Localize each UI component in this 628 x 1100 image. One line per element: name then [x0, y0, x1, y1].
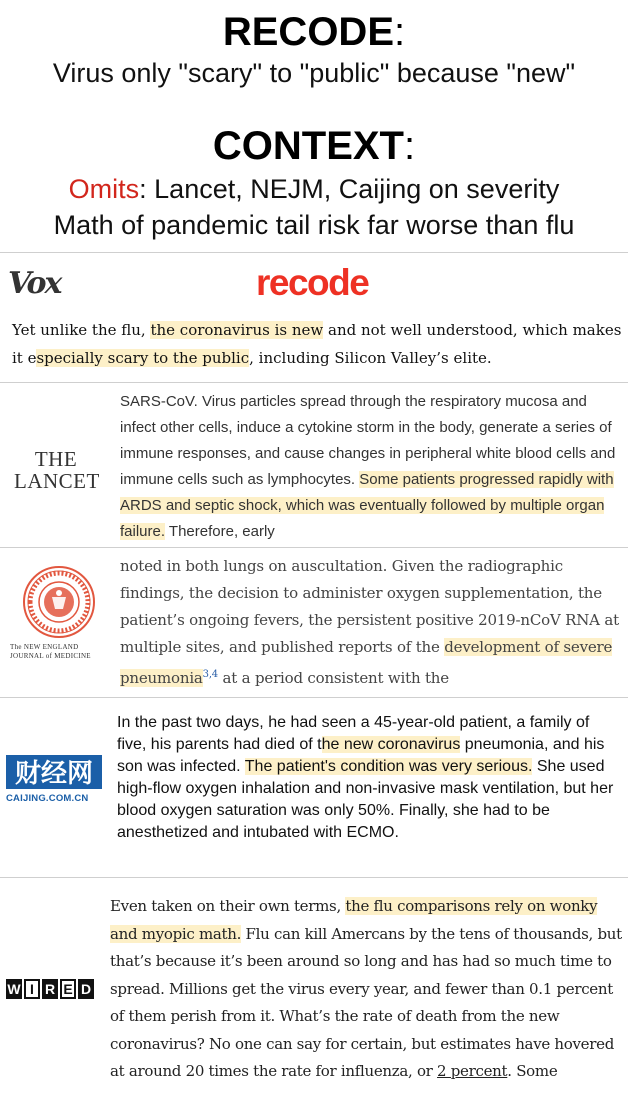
- vox-excerpt: [12, 316, 622, 372]
- wired-logo-letter: R: [42, 979, 58, 999]
- highlight-text: Some patients progressed rapidly with ARDS and septic shock, which was eventually followed by multiple organ failure.: [120, 471, 614, 540]
- context-colon: :: [404, 124, 416, 168]
- excerpt-text: noted in both lungs on auscultation. Given the radiographic findings, the decision to administer oxygen supplementation, the patient’s ongoing fevers, the persistent positive 2019-nCoV RNA at multiple sites, and published reports of the: [120, 557, 619, 656]
- lancet-logo-line: LANCET: [14, 469, 100, 493]
- wired-logo-letter: E: [60, 979, 76, 999]
- summary-header: [0, 0, 628, 252]
- lancet-excerpt: [120, 389, 620, 545]
- recode-colon: :: [394, 10, 406, 54]
- nejm-name-line: JOURNAL of MEDICINE: [10, 652, 91, 660]
- nejm-excerpt: [120, 553, 620, 692]
- excerpt-text: Even taken on their own terms,: [110, 897, 346, 915]
- nejm-seal-icon: [22, 565, 96, 639]
- highlight-text: he new coronavirus: [321, 736, 461, 753]
- excerpt-text: Therefore, early: [165, 523, 275, 540]
- two-percent-link[interactable]: 2 percent: [437, 1062, 508, 1080]
- excerpt-text: Flu can kill Amercans by the tens of thousands, but that’s because it’s been around so long and has had so much time to spread. Millions get the virus every year, and fewer than 0.1 percent of them perish from it. What’s the rate of death from the new coronavirus? No one can say for certain, but estimates have hovered at around 20 times the rate for influenza, or: [110, 924, 622, 1080]
- omits-text: : Lancet, NEJM, Caijing on severity: [139, 174, 560, 204]
- divider: [0, 382, 628, 383]
- highlight-text: specially scary to the public: [36, 349, 250, 367]
- excerpt-text: pneumonia, and his son was infected.: [117, 736, 605, 775]
- wired-logo-letter: I: [24, 979, 40, 999]
- lancet-logo-line: THE: [34, 447, 78, 471]
- excerpt-text: In the past two days, he had seen a 45-year-old patient, a family of five, his parents had died of t: [117, 714, 590, 753]
- caijing-logo: [6, 755, 102, 789]
- caijing-url: CAIJING.COM.CN: [6, 793, 89, 804]
- vox-logo: Vox: [8, 266, 61, 301]
- divider: [0, 877, 628, 878]
- recode-logo: recode: [256, 262, 369, 303]
- excerpt-text: Yet unlike the flu,: [12, 321, 151, 339]
- excerpt-text: at a period consistent with the: [217, 669, 449, 687]
- excerpt-text: . Some: [507, 1062, 558, 1080]
- caijing-excerpt: [117, 712, 622, 844]
- highlight-text: development of severe pneumonia: [120, 638, 613, 687]
- citation-link[interactable]: 3,4: [202, 669, 218, 680]
- omits-line: [0, 174, 628, 205]
- omits-label: Omits: [68, 174, 140, 204]
- divider: [0, 547, 628, 548]
- recode-label: RECODE: [222, 10, 394, 54]
- excerpt-text: , including Silicon Valley’s elite.: [249, 349, 492, 367]
- wired-logo: [6, 979, 94, 1001]
- highlight-text: The patient's condition was very serious.: [244, 758, 533, 775]
- recode-heading: [0, 10, 628, 55]
- wired-logo-letter: D: [78, 979, 94, 999]
- math-line: Math of pandemic tail risk far worse than flu: [53, 210, 575, 240]
- recode-summary: Virus only "scary" to "public" because "new": [52, 58, 576, 88]
- nejm-name-line: The NEW ENGLAND: [10, 643, 79, 651]
- context-label: CONTEXT: [212, 124, 404, 168]
- excerpt-text: SARS-CoV. Virus particles spread through the respiratory mucosa and infect other cells, induce a cytokine storm in the body, generate a series of immune responses, and cause changes in peripheral white blood cells and immune cells such as lymphocytes.: [120, 393, 616, 488]
- wired-logo-letter: W: [7, 981, 21, 997]
- highlight-text: the coronavirus is new: [150, 321, 324, 339]
- nejm-name: [10, 643, 110, 661]
- wired-excerpt: [110, 893, 622, 1086]
- divider: [0, 697, 628, 698]
- divider: [0, 252, 628, 253]
- context-heading: [0, 124, 628, 169]
- excerpt-text: and not well understood, which makes it e: [12, 321, 622, 367]
- highlight-text: the flu comparisons rely on wonky and myopic math.: [110, 897, 598, 943]
- lancet-logo: [14, 448, 98, 492]
- excerpt-text: She used high-flow oxygen inhalation and non-invasive mask ventilation, but her blood oxygen saturation was only 50%. Finally, she had to be anesthetized and intubated with ECMO.: [117, 758, 614, 841]
- caijing-logo-text: 财经网: [14, 759, 94, 789]
